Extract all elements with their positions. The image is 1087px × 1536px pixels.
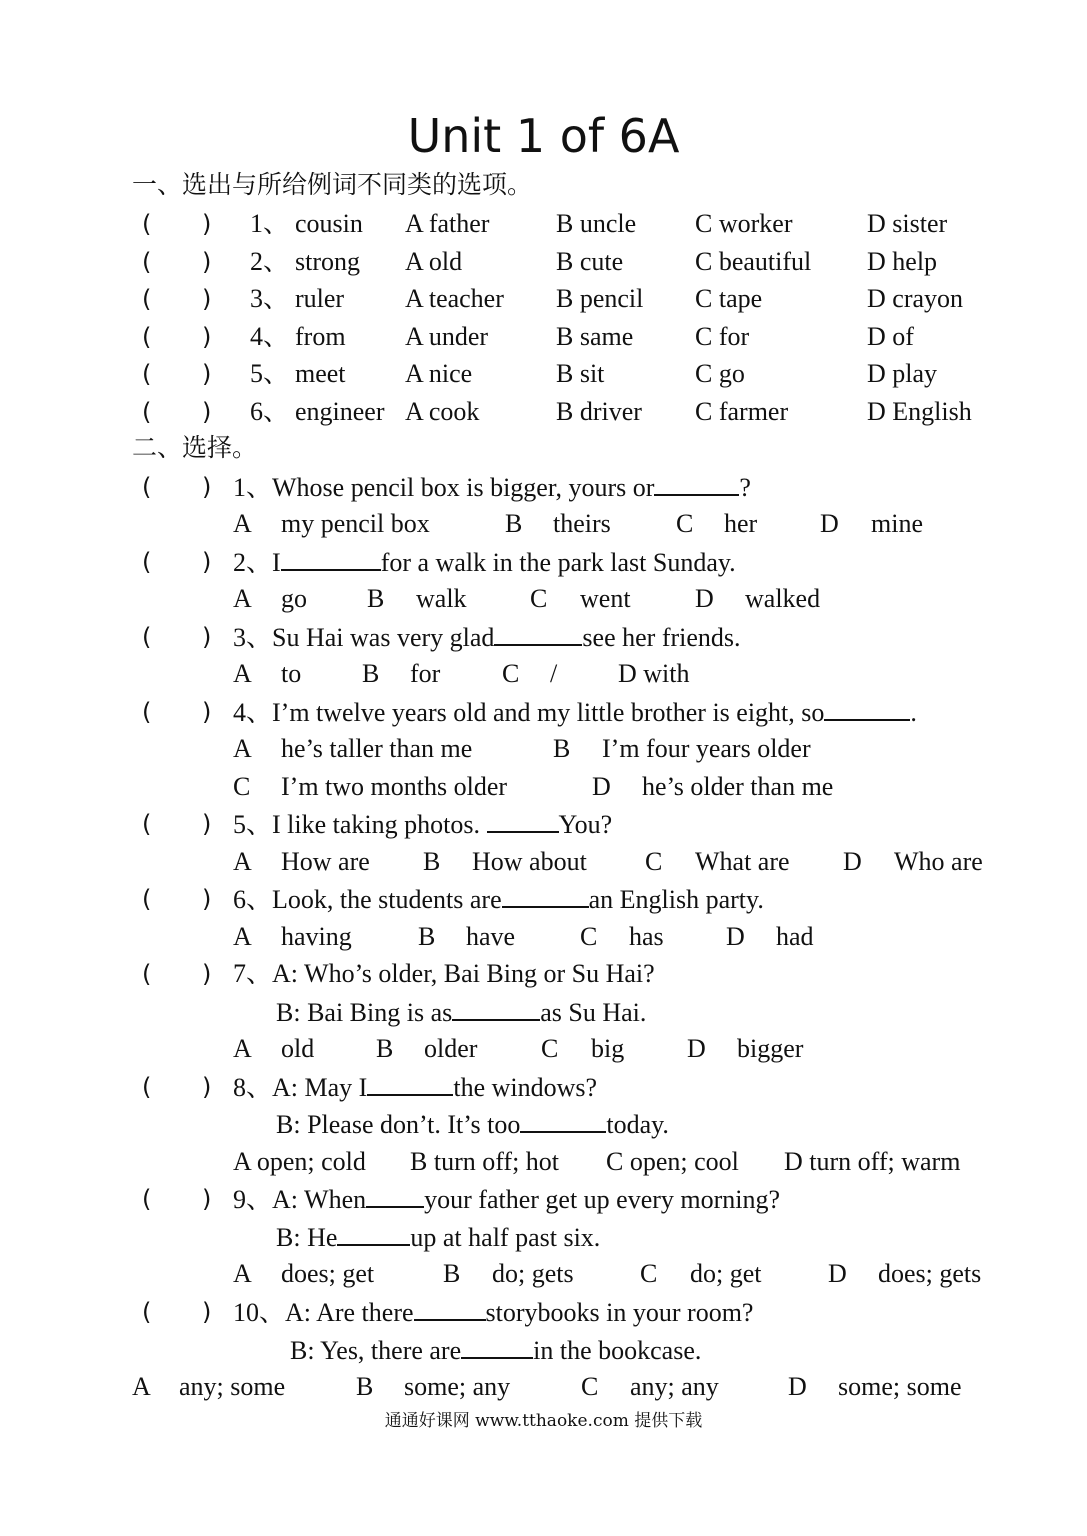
option-b: B cute: [556, 247, 624, 276]
option-text: had: [776, 922, 814, 951]
option-letter: A: [132, 1372, 151, 1401]
answer-blank[interactable]: [367, 1072, 453, 1096]
option-letter: D: [592, 772, 611, 801]
question-text: storybooks in your room?: [485, 1298, 754, 1327]
answer-paren-close: ): [202, 210, 212, 238]
option-text: bigger: [737, 1034, 804, 1063]
option-letter: B: [418, 922, 436, 951]
answer-blank[interactable]: [452, 997, 540, 1021]
option-text: mine: [871, 509, 923, 538]
answer-paren-open: (: [142, 810, 152, 838]
option-letter: B: [376, 1034, 394, 1063]
question-text: I’m twelve years old and my little brother is eight, so: [272, 698, 825, 727]
question-text: Whose pencil box is bigger, yours or: [272, 473, 655, 502]
option-letter: A: [233, 847, 252, 876]
question-text: the windows?: [453, 1073, 598, 1102]
option-letter: A: [233, 659, 252, 688]
question-10-line2: [290, 1335, 701, 1366]
answer-paren-open: (: [142, 698, 152, 726]
question-7: [233, 959, 655, 989]
option-text: Who are: [894, 847, 983, 876]
option-letter: B: [505, 509, 523, 538]
question-text: up at half past six.: [410, 1223, 601, 1252]
option-d: D English: [867, 397, 972, 426]
option-b: B turn off; hot: [410, 1147, 560, 1176]
option-a: A open; cold: [233, 1147, 366, 1176]
question-4: [233, 697, 917, 728]
question-number: 10、: [233, 1298, 286, 1327]
answer-paren-open: (: [142, 210, 152, 238]
option-text: some; any: [404, 1372, 511, 1401]
example-word: cousin: [295, 209, 363, 238]
question-9-line2: [276, 1222, 600, 1253]
answer-paren-close: ): [202, 623, 212, 651]
question-text: see her friends.: [582, 623, 741, 652]
question-number: 6、: [250, 397, 290, 426]
example-word: engineer: [295, 397, 385, 426]
option-text: How are: [281, 847, 370, 876]
answer-paren-close: ): [202, 1185, 212, 1213]
option-letter: D: [788, 1372, 807, 1401]
answer-paren-open: (: [142, 473, 152, 501]
question-text: A: May I: [272, 1073, 368, 1102]
answer-blank[interactable]: [281, 547, 381, 571]
answer-paren-open: (: [142, 885, 152, 913]
option-b: B driver: [556, 397, 642, 426]
question-number: 5、: [250, 359, 290, 388]
question-text: an English party.: [588, 885, 764, 914]
option-letter: C: [640, 1259, 658, 1288]
question-text: I: [272, 548, 281, 577]
answer-paren-close: ): [202, 1298, 212, 1326]
option-text: have: [466, 922, 516, 951]
answer-paren-open: (: [142, 1073, 152, 1101]
answer-paren-open: (: [142, 360, 152, 388]
option-text: What are: [695, 847, 790, 876]
option-text: big: [591, 1034, 625, 1063]
option-letter: C: [541, 1034, 559, 1063]
option-letter: A: [233, 584, 252, 613]
answer-paren-open: (: [142, 323, 152, 351]
option-text: /: [550, 659, 558, 688]
option-text: for: [410, 659, 441, 688]
answer-paren-open: (: [142, 1298, 152, 1326]
option-letter: C: [233, 772, 251, 801]
question-number: 8、: [233, 1073, 273, 1102]
question-number: 2、: [233, 548, 273, 577]
option-text: theirs: [553, 509, 611, 538]
option-text: does; gets: [878, 1259, 982, 1288]
option-letter: D: [687, 1034, 706, 1063]
question-text: for a walk in the park last Sunday.: [380, 548, 736, 577]
answer-paren-close: ): [202, 698, 212, 726]
question-text: Look, the students are: [272, 885, 502, 914]
option-text: to: [281, 659, 302, 688]
question-text: B: Yes, there are: [290, 1336, 462, 1365]
option-letter: D: [843, 847, 862, 876]
answer-paren-open: (: [142, 248, 152, 276]
option-b: B same: [556, 322, 634, 351]
option-c: C farmer: [695, 397, 789, 426]
option-text: I’m two months older: [281, 772, 508, 801]
option-letter: A: [233, 1034, 252, 1063]
answer-paren-close: ): [202, 398, 212, 426]
option-d: D play: [867, 359, 938, 388]
option-text: any; some: [179, 1372, 286, 1401]
answer-blank[interactable]: [414, 1297, 486, 1321]
option-text: do; get: [690, 1259, 762, 1288]
answer-blank[interactable]: [337, 1222, 410, 1246]
answer-blank[interactable]: [494, 622, 582, 646]
option-text: older: [424, 1034, 478, 1063]
answer-paren-close: ): [202, 473, 212, 501]
option-letter: D: [726, 922, 745, 951]
example-word: from: [295, 322, 346, 351]
question-text: A: When: [272, 1185, 367, 1214]
question-number: 7、: [233, 959, 273, 988]
option-letter: B: [443, 1259, 461, 1288]
option-a: A under: [405, 322, 489, 351]
page-title: Unit 1 of 6A: [407, 109, 680, 163]
question-text: .: [910, 698, 917, 727]
question-1: [233, 472, 751, 503]
option-text: I’m four years older: [602, 734, 811, 763]
option-c: C beautiful: [695, 247, 812, 276]
option-letter: B: [362, 659, 380, 688]
answer-paren-close: ): [202, 285, 212, 313]
option-d: D help: [867, 247, 938, 276]
question-number: 1、: [233, 473, 273, 502]
option-text: does; get: [281, 1259, 375, 1288]
question-9: [233, 1184, 780, 1215]
option-letter: B: [367, 584, 385, 613]
question-text: A: Who’s older, Bai Bing or Su Hai?: [272, 959, 655, 988]
question-text: Su Hai was very glad: [272, 623, 495, 652]
answer-paren-open: (: [142, 623, 152, 651]
option-a: A cook: [405, 397, 480, 426]
option-a: A nice: [405, 359, 473, 388]
option-text: do; gets: [492, 1259, 574, 1288]
option-c: C go: [695, 359, 745, 388]
answer-paren-close: ): [202, 548, 212, 576]
option-letter: C: [580, 922, 598, 951]
answer-paren-open: (: [142, 285, 152, 313]
option-letter: C: [502, 659, 520, 688]
question-text: You?: [558, 810, 613, 839]
option-letter: B: [423, 847, 441, 876]
option-text: her: [724, 509, 758, 538]
answer-blank[interactable]: [366, 1184, 424, 1208]
question-text: today.: [606, 1110, 669, 1139]
option-b: B pencil: [556, 284, 644, 313]
option-letter: D: [695, 584, 714, 613]
answer-paren-open: (: [142, 398, 152, 426]
question-10: [233, 1297, 753, 1328]
option-b: B sit: [556, 359, 605, 388]
answer-paren-close: ): [202, 810, 212, 838]
answer-blank[interactable]: [487, 809, 559, 833]
answer-paren-open: (: [142, 960, 152, 988]
option-c: C for: [695, 322, 750, 351]
question-text: ?: [739, 473, 751, 502]
option-text: my pencil box: [281, 509, 430, 538]
question-number: 4、: [233, 698, 273, 727]
example-word: strong: [295, 247, 360, 276]
option-text: has: [629, 922, 664, 951]
option-text: old: [281, 1034, 315, 1063]
footer-text: 通通好课网 www.tthaoke.com 提供下载: [384, 1411, 703, 1431]
section1-heading: 一、选出与所给例词不同类的选项。: [132, 170, 533, 199]
question-8-line2: [276, 1109, 669, 1140]
question-number: 3、: [233, 623, 273, 652]
answer-paren-close: ): [202, 323, 212, 351]
option-text: he’s taller than me: [281, 734, 473, 763]
question-2: [233, 547, 736, 578]
question-5: [233, 809, 612, 840]
answer-blank[interactable]: [461, 1335, 533, 1359]
question-text: B: Bai Bing is as: [276, 998, 453, 1027]
option-d: D crayon: [867, 284, 964, 313]
answer-paren-close: ): [202, 360, 212, 388]
option-text: go: [281, 584, 307, 613]
question-6: [233, 884, 764, 915]
question-number: 9、: [233, 1185, 273, 1214]
example-word: ruler: [295, 284, 345, 313]
option-letter: D: [828, 1259, 847, 1288]
question-7-line2: [276, 997, 646, 1028]
question-3: [233, 622, 741, 653]
option-text: How about: [472, 847, 587, 876]
option-letter: B: [553, 734, 571, 763]
question-number: 5、: [233, 810, 273, 839]
option-letter: C: [645, 847, 663, 876]
option-text: any; any: [630, 1372, 719, 1401]
answer-paren-open: (: [142, 1185, 152, 1213]
option-c: C tape: [695, 284, 763, 313]
question-text: in the bookcase.: [533, 1336, 702, 1365]
question-text: B: Please don’t. It’s too: [276, 1110, 521, 1139]
question-text: A: Are there: [285, 1298, 414, 1327]
question-text: B: He: [276, 1223, 338, 1252]
question-number: 4、: [250, 322, 290, 351]
option-letter: A: [233, 509, 252, 538]
section2-heading: 二、选择。: [132, 433, 258, 462]
option-text: went: [580, 584, 631, 613]
option-letter: A: [233, 1259, 252, 1288]
question-number: 2、: [250, 247, 290, 276]
option-d: D of: [867, 322, 914, 351]
question-number: 6、: [233, 885, 273, 914]
answer-blank[interactable]: [654, 472, 739, 496]
answer-blank[interactable]: [502, 884, 589, 908]
option-d: D with: [618, 659, 690, 688]
option-text: walked: [745, 584, 821, 613]
answer-paren-close: ): [202, 960, 212, 988]
option-letter: B: [356, 1372, 374, 1401]
option-d: D sister: [867, 209, 948, 238]
answer-paren-close: ): [202, 885, 212, 913]
option-letter: C: [676, 509, 694, 538]
example-word: meet: [295, 359, 346, 388]
answer-paren-open: (: [142, 548, 152, 576]
question-text: as Su Hai.: [540, 998, 647, 1027]
option-text: walk: [416, 584, 467, 613]
option-a: A teacher: [405, 284, 504, 313]
question-8: [233, 1072, 597, 1103]
question-text: your father get up every morning?: [424, 1185, 781, 1214]
answer-paren-close: ): [202, 248, 212, 276]
option-a: A old: [405, 247, 463, 276]
option-letter: A: [233, 734, 252, 763]
option-c: C worker: [695, 209, 793, 238]
option-text: having: [281, 922, 352, 951]
option-letter: C: [530, 584, 548, 613]
question-text: I like taking photos.: [272, 810, 480, 839]
option-text: he’s older than me: [642, 772, 834, 801]
option-text: some; some: [838, 1372, 962, 1401]
option-a: A father: [405, 209, 490, 238]
option-letter: C: [581, 1372, 599, 1401]
question-number: 3、: [250, 284, 290, 313]
answer-paren-close: ): [202, 1073, 212, 1101]
option-d: D turn off; warm: [784, 1147, 961, 1176]
option-letter: D: [820, 509, 839, 538]
option-c: C open; cool: [606, 1147, 739, 1176]
answer-blank[interactable]: [520, 1109, 606, 1133]
answer-blank[interactable]: [824, 697, 910, 721]
option-letter: A: [233, 922, 252, 951]
option-b: B uncle: [556, 209, 637, 238]
question-number: 1、: [250, 209, 290, 238]
